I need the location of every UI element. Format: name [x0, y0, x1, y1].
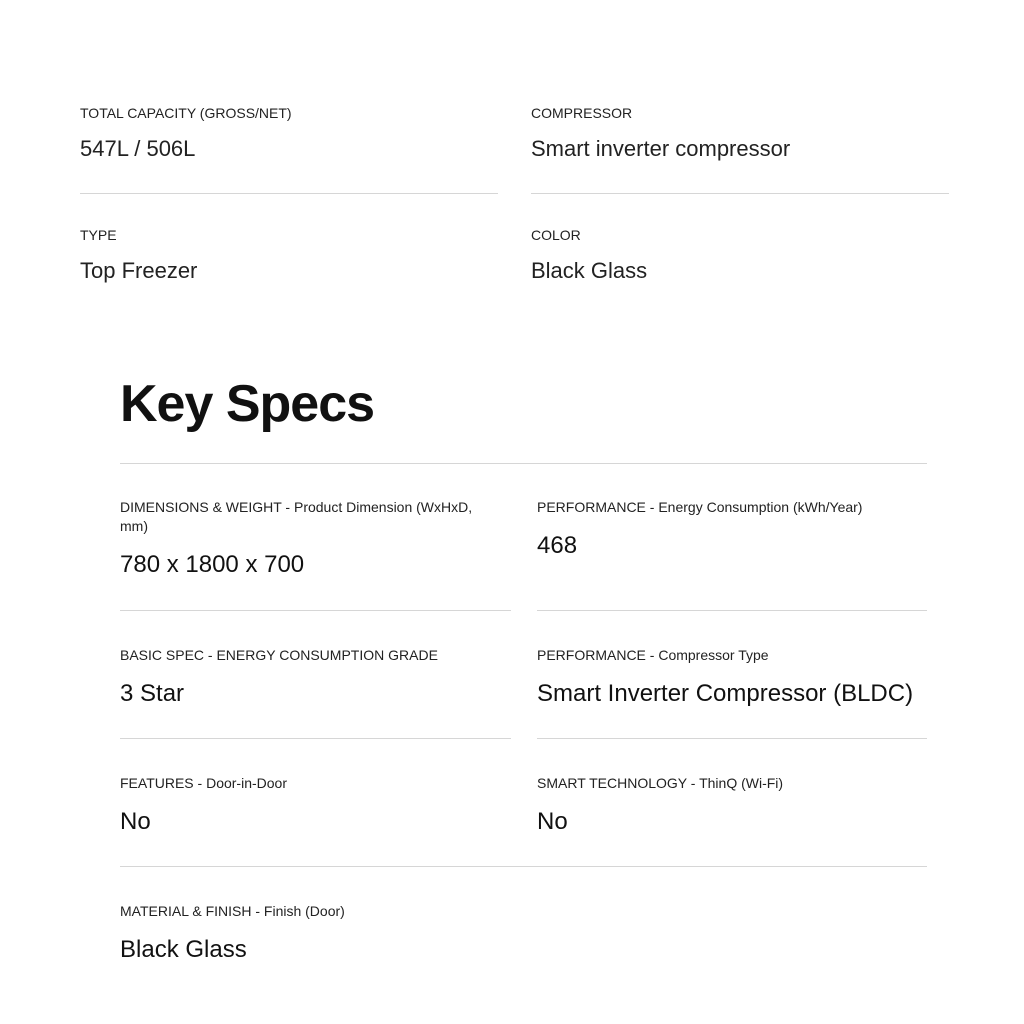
spec-label: FEATURES - Door-in-Door — [120, 775, 287, 791]
spec-value: Top Freezer — [80, 258, 198, 283]
key-spec-energy-grade — [120, 646, 511, 709]
divider — [120, 738, 511, 739]
spec-color — [531, 226, 949, 285]
section-title: Key Specs — [120, 375, 375, 433]
divider — [120, 463, 927, 464]
spec-value: 547L / 506L — [80, 136, 196, 161]
spec-label: PERFORMANCE - Compressor Type — [537, 647, 769, 663]
spec-value: Black Glass — [531, 258, 648, 283]
spec-label: COLOR — [531, 227, 581, 243]
spec-value: 780 x 1800 x 700 — [120, 551, 305, 578]
spec-value: Smart Inverter Compressor (BLDC) — [537, 680, 914, 707]
key-spec-compressor-type — [537, 646, 937, 709]
spec-value: No — [120, 808, 151, 835]
spec-value: No — [537, 808, 568, 835]
divider — [537, 738, 927, 739]
spec-label: PERFORMANCE - Energy Consumption (kWh/Year) — [537, 499, 863, 515]
divider — [120, 866, 927, 867]
spec-label: COMPRESSOR — [531, 105, 633, 121]
key-spec-energy-consumption — [537, 498, 927, 561]
spec-compressor — [531, 104, 949, 163]
spec-label: TYPE — [80, 227, 117, 243]
spec-label: BASIC SPEC - ENERGY CONSUMPTION GRADE — [120, 647, 438, 663]
divider — [537, 610, 927, 611]
divider — [531, 193, 949, 194]
key-spec-thinq — [537, 774, 927, 837]
key-spec-dimensions — [120, 498, 500, 580]
divider — [80, 193, 498, 194]
key-spec-door-finish — [120, 902, 511, 965]
spec-value: 3 Star — [120, 680, 185, 707]
spec-label: DIMENSIONS & WEIGHT - Product Dimension (WxHxD, mm) — [120, 499, 473, 534]
spec-total-capacity — [80, 104, 498, 163]
divider — [120, 610, 511, 611]
spec-label: TOTAL CAPACITY (GROSS/NET) — [80, 105, 292, 121]
key-spec-door-in-door — [120, 774, 511, 837]
spec-type — [80, 226, 498, 285]
spec-label: SMART TECHNOLOGY - ThinQ (Wi-Fi) — [537, 775, 784, 791]
spec-value: Smart inverter compressor — [531, 136, 791, 161]
spec-value: Black Glass — [120, 936, 247, 963]
spec-value: 468 — [537, 532, 578, 559]
spec-label: MATERIAL & FINISH - Finish (Door) — [120, 903, 345, 919]
